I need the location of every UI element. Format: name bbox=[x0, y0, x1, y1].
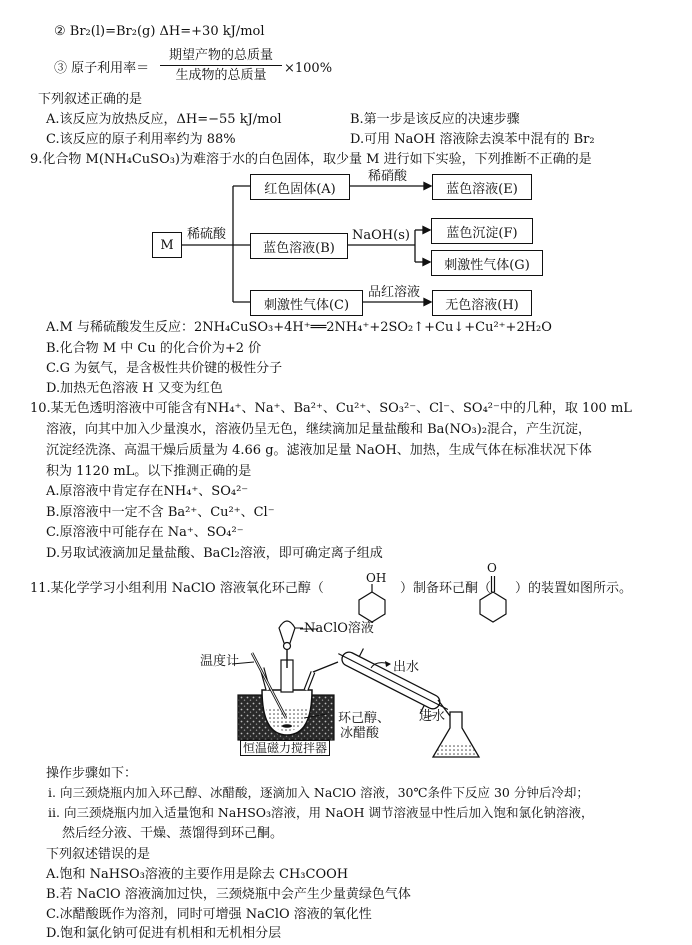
q10-line-1: 10.某无色透明溶液中可能含有NH₄⁺、Na⁺、Ba²⁺、Cu²⁺、SO₃²⁻、Cl⁻、SO₄²⁻中的几种，取 100 mL bbox=[30, 401, 632, 416]
eq3-denominator: 生成物的总质量 bbox=[175, 68, 267, 83]
top-question: 下列叙述正确的是 bbox=[38, 92, 143, 107]
reagent-dilute-h2so4: 稀硫酸 bbox=[187, 227, 227, 242]
ketone-o-label: O bbox=[487, 561, 497, 575]
q11-stem-part1: 11.某化学学习小组利用 NaClO 溶液氧化环己醇（ bbox=[30, 581, 324, 596]
q9-option-d: D.加热无色溶液 H 又变为红色 bbox=[46, 381, 223, 396]
label-stirrer: 恒温磁力搅拌器 bbox=[240, 740, 330, 756]
eq2-line: ② Br₂(l)=Br₂(g) ΔH=+30 kJ/mol bbox=[54, 24, 265, 39]
q11-stem-part3: ）的装置如图所示。 bbox=[515, 581, 633, 596]
reagent-magenta: 品红溶液 bbox=[368, 285, 421, 300]
top-option-b: B.第一步是该反应的决速步骤 bbox=[350, 112, 520, 127]
node-G: 刺激性气体(G) bbox=[431, 250, 543, 276]
label-water-in: 进水 bbox=[419, 709, 446, 724]
q10-option-d: D.另取试液滴加足量盐酸、BaCl₂溶液，即可确定离子组成 bbox=[46, 546, 383, 561]
q10-line-3: 沉淀经洗涤、高温干燥后质量为 4.66 g。滤液加足量 NaOH、加热，生成气体在标准状况下体 bbox=[46, 443, 592, 458]
q11-option-d: D.饱和氯化钠可促进有机相和无机相分层 bbox=[46, 926, 282, 941]
top-option-d: D.可用 NaOH 溶液除去溴苯中混有的 Br₂ bbox=[350, 132, 595, 147]
q11-option-c: C.冰醋酸既作为溶剂，同时可增强 NaClO 溶液的氧化性 bbox=[46, 907, 372, 922]
q9-option-c: C.G 为氨气，是含极性共价键的极性分子 bbox=[46, 361, 283, 376]
label-naclo-solution: NaClO溶液 bbox=[304, 621, 374, 636]
q9-option-b: B.化合物 M 中 Cu 的化合价为+2 价 bbox=[46, 341, 262, 356]
q9-option-a: A.M 与稀硫酸发生反应：2NH₄CuSO₃+4H⁺══2NH₄⁺+2SO₂↑+Cu↓+Cu²⁺+2H₂O bbox=[46, 320, 552, 335]
node-B: 蓝色溶液(B) bbox=[250, 233, 348, 259]
node-C: 刺激性气体(C) bbox=[250, 290, 363, 316]
eq3-prefix: ③ 原子利用率＝ bbox=[54, 61, 150, 76]
q9-stem: 9.化合物 M(NH₄CuSO₃)为难溶于水的白色固体，取少量 M 进行如下实验，下列推断不正确的是 bbox=[30, 152, 592, 167]
node-M: M bbox=[152, 232, 182, 258]
label-thermometer: 温度计 bbox=[200, 654, 240, 669]
reagent-dilute-hno3: 稀硝酸 bbox=[368, 169, 408, 184]
label-mixture-1: 环己醇、 bbox=[338, 711, 391, 726]
label-water-out: 出水 bbox=[393, 660, 420, 675]
q11-step-1: i. 向三颈烧瓶内加入环己醇、冰醋酸，逐滴加入 NaClO 溶液，30℃条件下反应 30 分钟后冷却； bbox=[48, 785, 589, 800]
label-mixture-2: 冰醋酸 bbox=[340, 726, 380, 741]
node-E: 蓝色溶液(E) bbox=[432, 174, 532, 200]
eq3-numerator: 期望产物的总质量 bbox=[168, 48, 273, 63]
q11-question: 下列叙述错误的是 bbox=[46, 847, 151, 862]
q11-step-2a: ii. 向三颈烧瓶内加入适量饱和 NaHSO₃溶液，用 NaOH 调节溶液显中性后加入饱和氯化钠溶液， bbox=[48, 805, 594, 820]
oh-label: OH bbox=[366, 571, 387, 585]
reagent-naoh: NaOH(s) bbox=[352, 228, 410, 243]
node-H: 无色溶液(H) bbox=[432, 290, 532, 316]
q10-option-a: A.原溶液中肯定存在NH₄⁺、SO₄²⁻ bbox=[46, 484, 249, 499]
q11-option-a: A.饱和 NaHSO₃溶液的主要作用是除去 CH₃COOH bbox=[46, 867, 349, 882]
eq3-suffix: ×100% bbox=[284, 61, 333, 76]
q11-step-2b: 然后经分液、干燥、蒸馏得到环己酮。 bbox=[62, 826, 284, 841]
node-F: 蓝色沉淀(F) bbox=[431, 218, 533, 244]
top-option-c: C.该反应的原子利用率约为 88% bbox=[46, 132, 236, 147]
q10-line-4: 积为 1120 mL。以下推测正确的是 bbox=[46, 464, 252, 479]
q10-option-b: B.原溶液中一定不含 Ba²⁺、Cu²⁺、Cl⁻ bbox=[46, 505, 275, 520]
q11-option-b: B.若 NaClO 溶液滴加过快，三颈烧瓶中会产生少量黄绿色气体 bbox=[46, 887, 411, 902]
q11-steps-title: 操作步骤如下： bbox=[46, 766, 138, 781]
q11-stem-part2: ）制备环己酮（ bbox=[400, 581, 492, 596]
q10-line-2: 溶液，向其中加入少量溴水，溶液仍呈无色，继续滴加足量盐酸和 Ba(NO₃)₂混合，产生沉淀， bbox=[46, 422, 592, 437]
top-option-a: A.该反应为放热反应，ΔH=−55 kJ/mol bbox=[46, 112, 282, 127]
node-A: 红色固体(A) bbox=[250, 174, 350, 200]
q10-option-c: C.原溶液中可能存在 Na⁺、SO₄²⁻ bbox=[46, 525, 244, 540]
